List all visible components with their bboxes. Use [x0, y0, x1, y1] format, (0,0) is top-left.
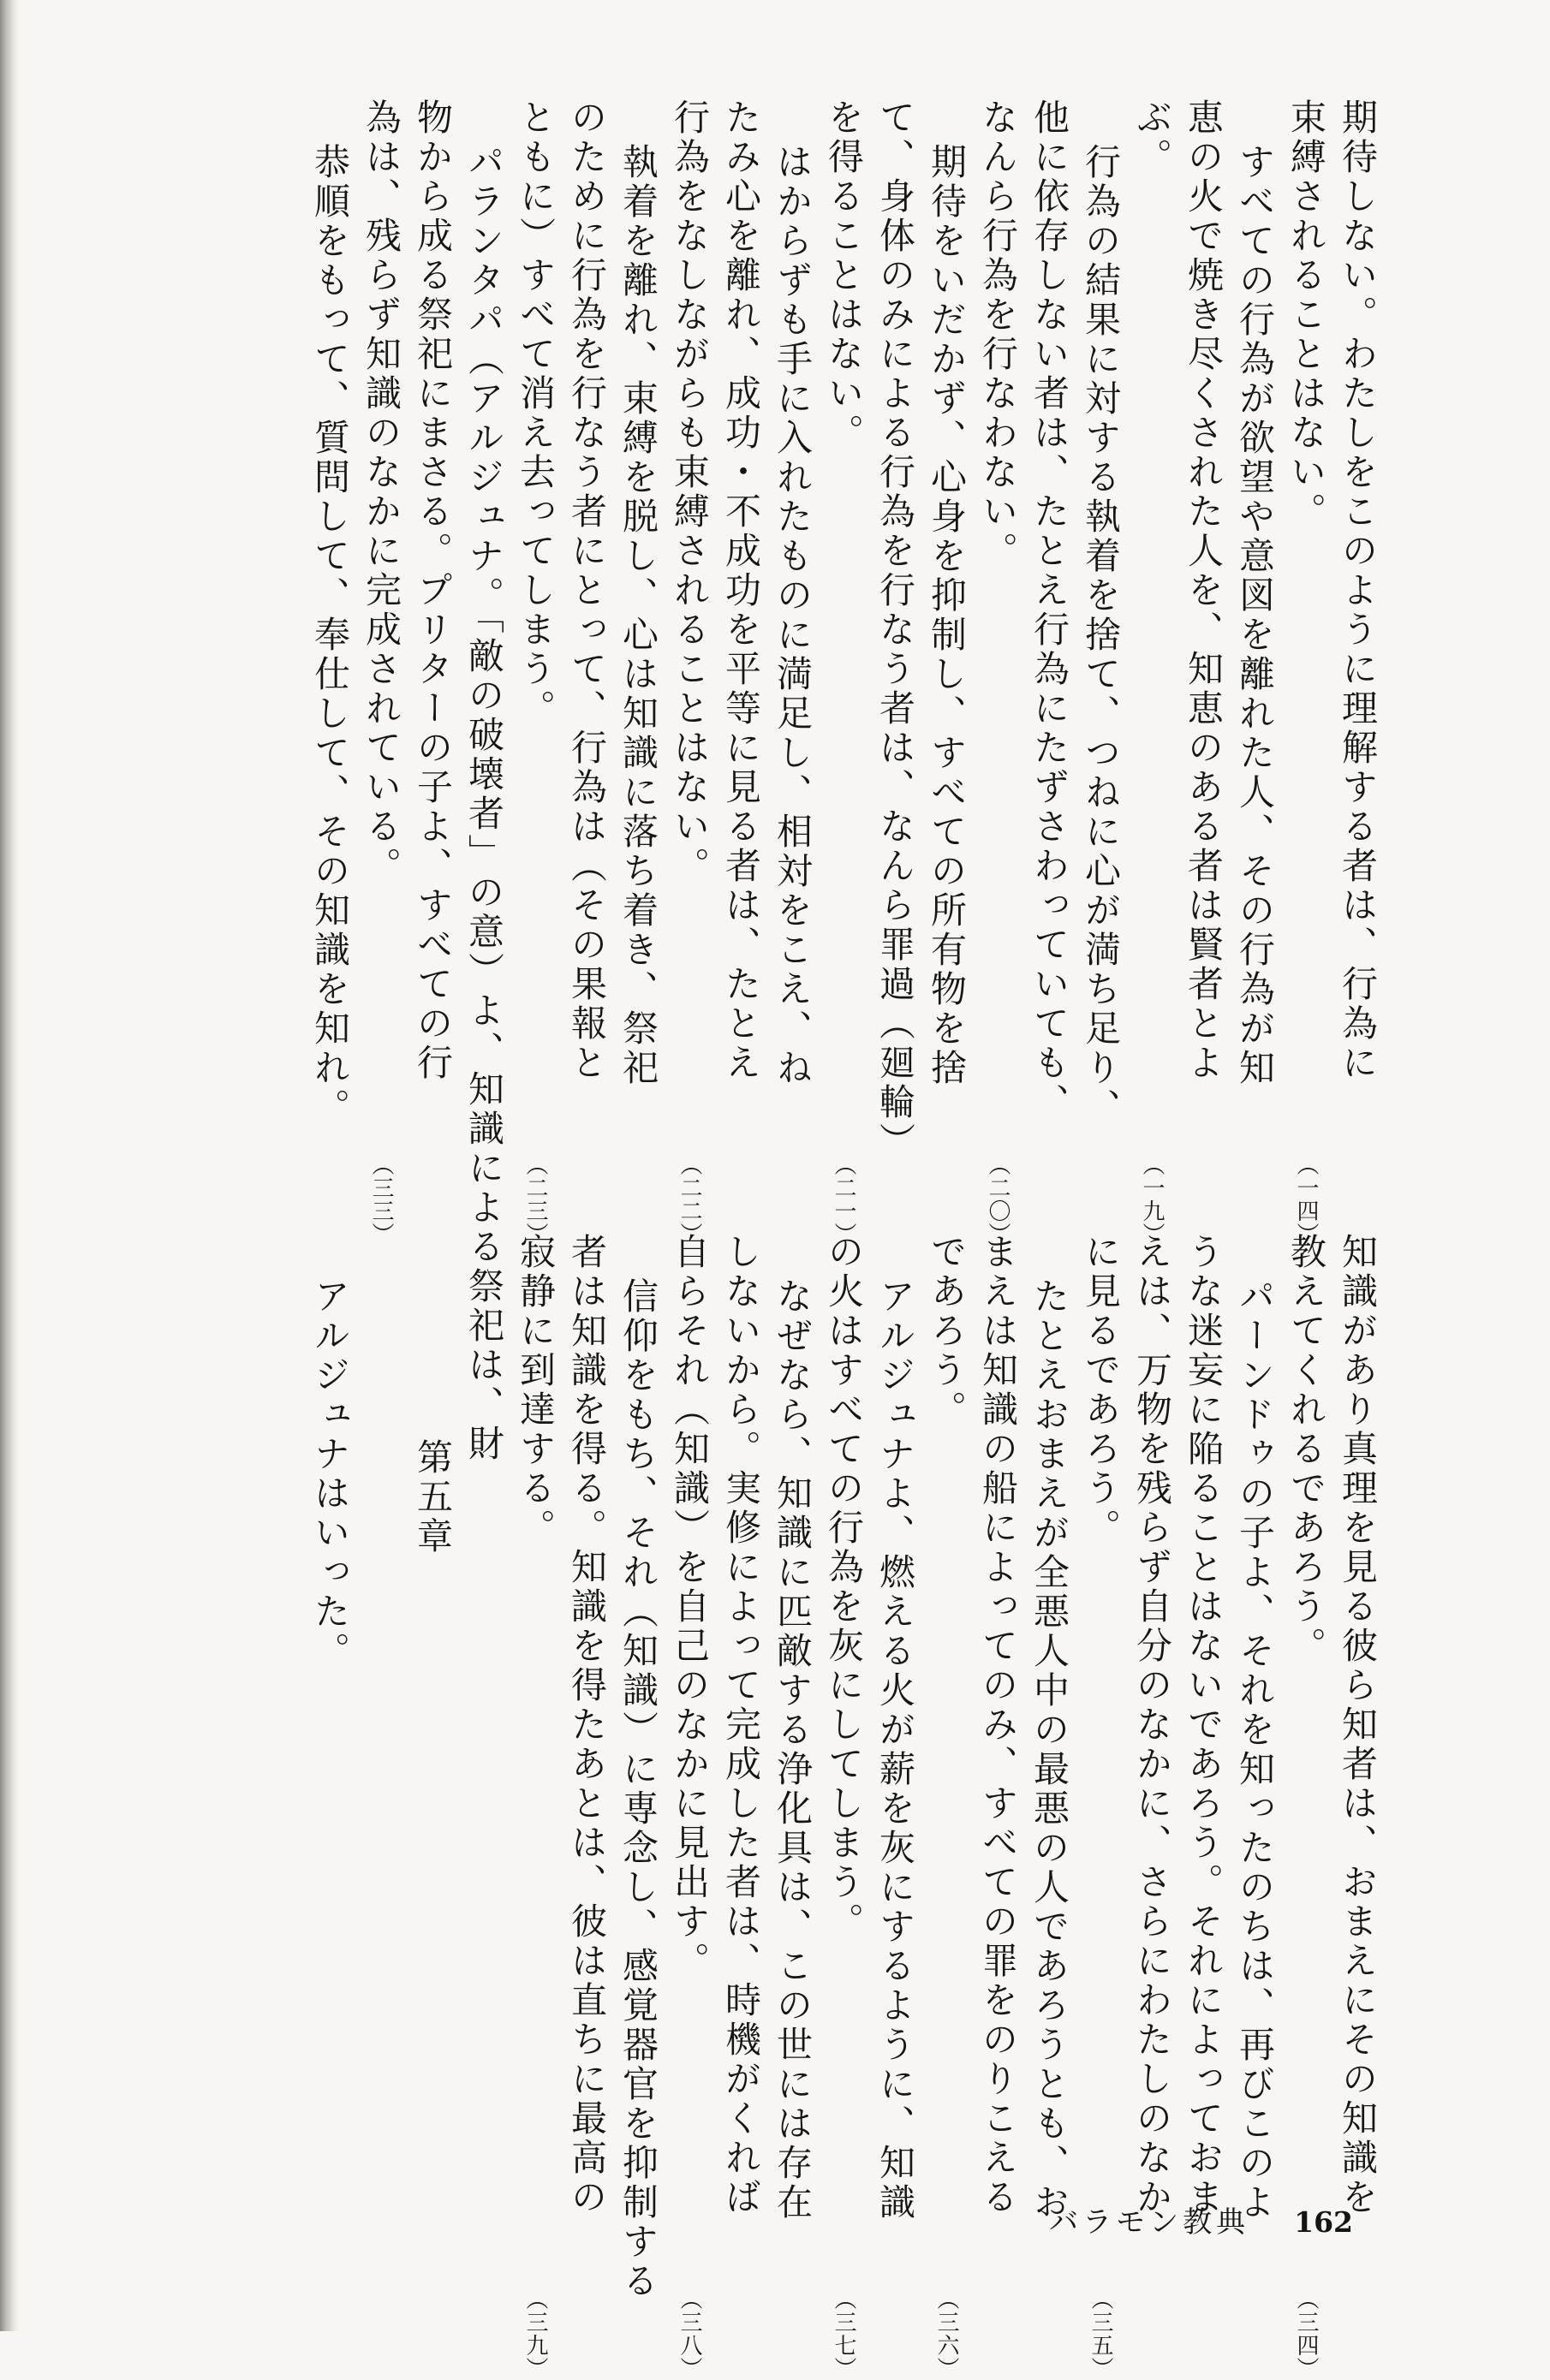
text-column [458, 1233, 510, 2380]
text-column [818, 1233, 869, 2380]
text-column [1332, 98, 1383, 1246]
text-column [766, 98, 818, 1246]
scan-edge [0, 0, 19, 2331]
verse-line: 期待しない。わたしをこのように理解する者は、行為に [1337, 98, 1379, 1083]
verse-line: ぶ。 [1131, 98, 1173, 177]
verse-line: たとえおまえが全悪人中の最悪の人であろうとも、お [1028, 1277, 1070, 2222]
verse-number: （二三） [522, 1153, 548, 1246]
text-column [612, 98, 664, 1246]
verse-line: 寂静に到達する。 [515, 1233, 557, 1548]
page-footer [1049, 2199, 1353, 2240]
verse-number: （三三） [368, 1153, 394, 1246]
text-column [869, 1233, 921, 2380]
text-column [1177, 98, 1229, 1246]
verse-line: アルジュナよ、燃える火が薪を灰にするように、知識 [874, 1277, 916, 2222]
verse-line: 教えてくれるであろう。 [1285, 1233, 1327, 1666]
text-column [304, 98, 355, 1246]
page-number: 162 [1294, 2205, 1353, 2239]
text-column [1075, 98, 1126, 1246]
verse-line: ともに）すべて消え去ってしまう。 [515, 98, 557, 729]
verse-line: 恭順をもって、質問して、奉仕して、その知識を知れ。 [309, 143, 351, 1128]
text-column [921, 1233, 972, 2380]
text-column [561, 98, 612, 1246]
verse-line: うな迷妄に陥ることはないであろう。それによっておま [1183, 1233, 1225, 2217]
chapter-heading: 第五章 [412, 1438, 454, 1556]
verse-line: 行為の結果に対する執着を捨て、つねに心が満ち足り、 [1080, 143, 1122, 1128]
text-column [407, 98, 458, 1246]
verse-line: 自らそれ（知識）を自己のなかに見出す。 [669, 1233, 711, 1981]
text-column [766, 1233, 818, 2380]
verse-line: 信仰をもち、それ（知識）に専念し、感覚器官を抑制する [617, 1277, 659, 2301]
verse-line: の火はすべての行為を灰にしてしまう。 [823, 1233, 865, 1942]
text-column [355, 98, 407, 1246]
text-column [1023, 98, 1075, 1246]
verse-line: 期待をいだかず、心身を抑制し、すべての所有物を捨 [926, 143, 968, 1088]
text-column [355, 1233, 407, 2380]
verse-line: を得ることはない。 [823, 98, 865, 453]
verse-number: （三五） [1088, 2288, 1113, 2380]
text-column [664, 98, 715, 1246]
verse-number: （一九） [1139, 1153, 1165, 1246]
text-column [612, 1233, 664, 2380]
verse-line: であろう。 [926, 1233, 968, 1430]
text-column [715, 1233, 766, 2380]
verse-line: パーンドゥの子よ、それを知ったのちは、再びこのよ [1234, 1277, 1276, 2222]
verse-number: （三九） [522, 2288, 548, 2380]
verse-line: のために行為を行なう者にとって、行為は（その果報と [566, 98, 608, 1083]
verse-line: はからずも手に入れたものに満足し、相対をこえ、ね [772, 143, 814, 1088]
verse-line: 恵の火で焼き尽くされた人を、知恵のある者は賢者とよ [1183, 98, 1225, 1083]
verse-number: （三七） [831, 2288, 856, 2380]
text-column [510, 98, 561, 1246]
text-column [561, 1233, 612, 2380]
verse-line: すべての行為が欲望や意図を離れた人、その行為が知 [1234, 143, 1276, 1088]
verse-number: （二二） [677, 1153, 702, 1246]
verse-line: たみ心を離れ、成功・不成功を平等に見る者は、たとえ [720, 98, 762, 1083]
text-column [715, 98, 766, 1246]
verse-number: （一四） [1293, 1153, 1319, 1246]
text-column [458, 98, 510, 1464]
text-column [818, 98, 869, 1246]
verse-line: パランタパ（アルジュナ。「敵の破壊者」の意）よ、知識による祭祀は、財 [463, 143, 505, 1464]
text-column [664, 1233, 715, 2380]
verse-line: 他に依存しない者は、たとえ行為にたずさわっていても、 [1028, 98, 1070, 1122]
verse-line: 為は、残らず知識のなかに完成されている。 [361, 98, 402, 886]
verse-line: 束縛されることはない。 [1285, 98, 1327, 532]
verse-line: 者は知識を得る。知識を得たあとは、彼は直ちに最高の [566, 1233, 608, 2217]
text-column [510, 1233, 561, 2380]
verse-line: なんら行為を行なわない。 [977, 98, 1019, 571]
verse-number: （三八） [677, 2288, 702, 2380]
verse-line: 知識があり真理を見る彼ら知者は、おまえにその知識を [1337, 1233, 1379, 2217]
verse-number: （三六） [933, 2288, 959, 2380]
verse-line: て、身体のみによる行為を行なう者は、なんら罪過（廻輪） [874, 98, 916, 1162]
text-column [1280, 98, 1332, 1246]
verse-line: 行為をなしながらも束縛されることはない。 [669, 98, 711, 886]
verse-number: （三四） [1293, 2288, 1319, 2380]
text-column [972, 1233, 1023, 2380]
text-column [921, 98, 972, 1246]
verse-line: えは、万物を残らず自分のなかに、さらにわたしのなか [1131, 1233, 1173, 2217]
verse-line: 執着を離れ、束縛を脱し、心は知識に落ち着き、祭祀 [617, 143, 659, 1088]
text-column [1126, 98, 1177, 1246]
verse-number: （二一） [831, 1153, 856, 1246]
text-column [407, 1233, 458, 2380]
verse-number: （二〇） [985, 1153, 1010, 1246]
text-column [1229, 98, 1280, 1246]
text-column [869, 98, 921, 1246]
running-title: バラモン教典 [1049, 2205, 1250, 2240]
verse-line: 物から成る祭祀にまさる。プリターの子よ、すべての行 [412, 98, 454, 1083]
text-column [972, 98, 1023, 1246]
text-column [304, 1233, 355, 2380]
verse-line: まえは知識の船によってのみ、すべての罪をのりこえる [977, 1233, 1019, 2217]
verse-line: に見るであろう。 [1080, 1233, 1122, 1548]
verse-line: しないから。実修によって完成した者は、時機がくれば [720, 1233, 762, 2217]
verse-line: アルジュナはいった。 [309, 1277, 351, 1671]
verse-line: なぜなら、知識に匹敵する浄化具は、この世には存在 [772, 1277, 814, 2222]
